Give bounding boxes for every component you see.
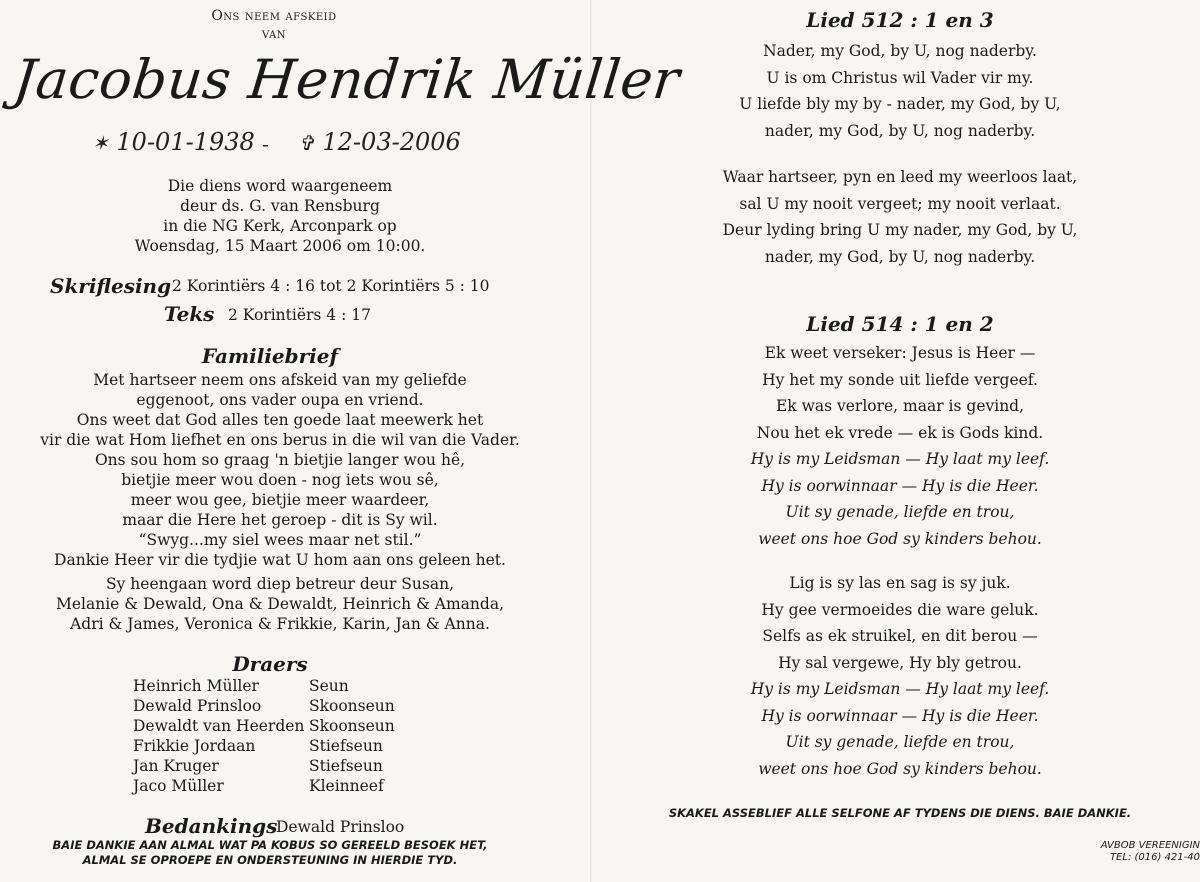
hymn1-verse1 — [700, 38, 1100, 144]
thanks-text — [10, 838, 530, 868]
hymn-line: Deur lyding bring U my nader, my God, by U, — [722, 221, 1078, 239]
text-label: Teks — [164, 302, 215, 326]
scripture-value: 2 Korintiërs 4 : 16 tot 2 Korintiërs 5 : 10 — [172, 277, 490, 295]
thanks-line: BAIE DANKIE AAN ALMAL WAT PA KOBUS SO GEREELD BESOEK HET, — [52, 838, 488, 852]
bearers-list — [133, 676, 395, 796]
letter-line: eggenoot, ons vader oupa en vriend. — [136, 391, 424, 409]
hymn-line: nader, my God, by U, nog naderby. — [764, 121, 1036, 140]
refrain-line: Hy is my Leidsman — Hy laat my leef. — [750, 450, 1050, 468]
hymn-line: Nou het ek vrede — ek is Gods kind. — [756, 423, 1044, 442]
bearer-name: Jaco Müller — [133, 777, 224, 795]
undertaker-line: TEL: (016) 421-40 — [1109, 852, 1200, 863]
bearer-relation: Stiefseun — [309, 757, 383, 775]
death-date: 12-03-2006 — [322, 128, 461, 156]
hymn-line: Ek was verlore, maar is gevind, — [775, 397, 1025, 415]
hymn2-title: Lied 514 : 1 en 2 — [806, 312, 994, 336]
refrain-line: Hy is oorwinnaar — Hy is die Heer. — [761, 706, 1039, 725]
hymn-line: Selfs as ek struikel, en dit berou — — [762, 627, 1038, 645]
bearer-row — [133, 716, 395, 736]
service-line: Die diens word waargeneem — [167, 177, 393, 195]
service-details — [100, 176, 460, 256]
hymn-line: nader, my God, by U, nog naderby. — [764, 247, 1036, 266]
mourners-line: Adri & James, Veronica & Frikkie, Karin, Jan & Anna. — [70, 615, 490, 633]
letter-line: “Swyg...my siel wees maar net stil.” — [138, 531, 422, 549]
hymn-line: Lig is sy las en sag is sy juk. — [789, 574, 1011, 592]
intro-line-2: van — [261, 26, 286, 42]
hymn-line: Hy sal vergewe, Hy bly getrou. — [778, 653, 1022, 672]
family-letter — [10, 370, 550, 570]
bearer-name: Jan Kruger — [133, 757, 219, 775]
bearer-row — [133, 736, 395, 756]
mourners-line: Melanie & Dewald, Ona & Dewaldt, Heinrich & Amanda, — [55, 595, 505, 613]
hymn-line: Waar hartseer, pyn en leed my weerloos laat, — [722, 168, 1078, 186]
hymn-line: sal U my nooit vergeet; my nooit verlaat. — [739, 194, 1061, 213]
refrain-line: weet ons hoe God sy kinders behou. — [758, 529, 1042, 548]
bearer-relation: Kleinneef — [309, 777, 384, 795]
refrain-line: Uit sy genade, liefde en trou, — [785, 733, 1015, 751]
bearer-relation: Skoonseun — [309, 697, 395, 715]
letter-line: maar die Here het geroep - dit is Sy wil. — [122, 511, 438, 529]
thanks-label: Bedankings — [145, 814, 278, 838]
letter-line: Ons weet dat God alles ten goede laat meewerk het — [76, 411, 484, 429]
bearer-name: Dewald Prinsloo — [133, 697, 262, 715]
hymn2-verse2 — [700, 570, 1100, 782]
hymn-line: Ek weet verseker: Jesus is Heer — — [764, 344, 1036, 362]
bearer-name: Heinrich Müller — [133, 677, 259, 695]
thanks-line: ALMAL SE OPROEPE EN ONDERSTEUNING IN HIERDIE TYD. — [82, 853, 458, 867]
refrain-line: Hy is oorwinnaar — Hy is die Heer. — [761, 476, 1039, 495]
bearer-row — [133, 696, 395, 716]
right-page — [590, 0, 1200, 882]
date-separator: - — [262, 132, 269, 156]
hymn-line: U liefde bly my by - nader, my God, by U, — [739, 95, 1061, 113]
birth-date-group — [92, 128, 255, 156]
bearer-relation: Skoonseun — [309, 717, 395, 735]
bearer-name: Dewaldt van Heerden — [133, 717, 305, 735]
birth-date: 10-01-1938 — [116, 128, 255, 156]
bearer-name: Frikkie Jordaan — [133, 737, 256, 755]
letter-line: vir die wat Hom liefhet en ons berus in die wil van die Vader. — [40, 431, 520, 449]
star-icon: ✶ — [92, 131, 109, 155]
deceased-name: Jacobus Hendrik Müller — [10, 48, 683, 111]
refrain-line: weet ons hoe God sy kinders behou. — [758, 759, 1042, 778]
mourners-line: Sy heengaan word diep betreur deur Susan, — [105, 575, 455, 593]
bearer-row — [133, 676, 395, 696]
refrain-line: Hy is my Leidsman — Hy laat my leef. — [750, 680, 1050, 698]
hymn-line: U is om Christus wil Vader vir my. — [766, 68, 1034, 87]
bearer-relation: Seun — [309, 677, 349, 695]
hymn2-verse1 — [700, 340, 1100, 552]
hymn-line: Hy gee vermoeides die ware geluk. — [761, 600, 1039, 619]
bearers-heading: Draers — [232, 652, 308, 676]
undertaker-line: AVBOB VEREENIGIN — [1100, 840, 1200, 851]
letter-line: Ons sou hom so graag 'n bietjie langer wou hê, — [94, 451, 466, 469]
hymn-line: Nader, my God, by U, nog naderby. — [763, 42, 1037, 60]
bearer-row — [133, 756, 395, 776]
intro-line-1: Ons neem afskeid — [211, 8, 337, 24]
phone-notice: SKAKEL ASSEBLIEF ALLE SELFONE AF TYDENS DIE DIENS. BAIE DANKIE. — [668, 806, 1132, 820]
letter-line: Dankie Heer vir die tydjie wat U hom aan ons geleen het. — [54, 551, 506, 569]
death-date-group — [298, 128, 461, 156]
bearer-relation: Stiefseun — [309, 737, 383, 755]
scripture-label: Skriflesing — [50, 274, 172, 298]
cross-icon: ✞ — [298, 131, 315, 155]
refrain-line: Uit sy genade, liefde en trou, — [785, 503, 1015, 521]
family-letter-heading: Familiebrief — [201, 344, 339, 368]
hymn1-verse2 — [700, 164, 1100, 270]
undertaker-info — [1101, 840, 1200, 864]
bearer-row — [133, 776, 395, 796]
letter-line: bietjie meer wou doen - nog iets wou sê, — [121, 471, 439, 489]
hymn1-title: Lied 512 : 1 en 3 — [806, 8, 994, 32]
service-line: deur ds. G. van Rensburg — [180, 197, 380, 215]
mourners — [10, 574, 550, 634]
service-line: in die NG Kerk, Arconpark op — [163, 217, 397, 235]
thanks-name: Dewald Prinsloo — [276, 818, 405, 836]
service-line: Woensdag, 15 Maart 2006 om 10:00. — [134, 237, 426, 255]
text-value: 2 Korintiërs 4 : 17 — [228, 306, 371, 324]
letter-line: meer wou gee, bietjie meer waardeer, — [130, 491, 430, 509]
letter-line: Met hartseer neem ons afskeid van my geliefde — [93, 371, 467, 389]
hymn-line: Hy het my sonde uit liefde vergeef. — [762, 370, 1038, 389]
